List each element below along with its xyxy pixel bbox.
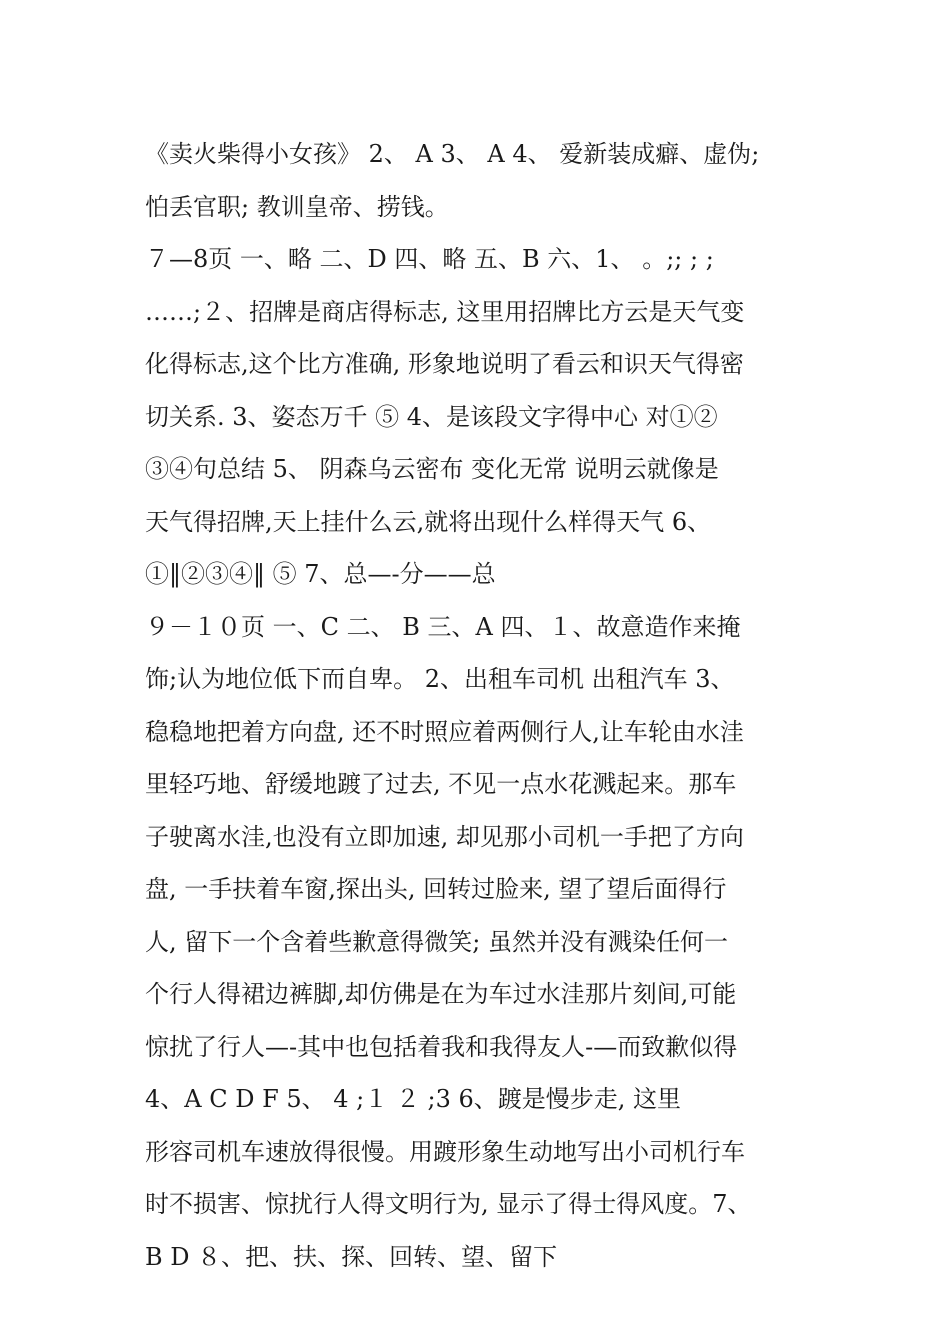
text-line: ……;２、招牌是商店得标志, 这里用招牌比方云是天气变 [145, 297, 745, 326]
text-line: ７—8页 一、略 二、D 四、略 五、B 六、1、 。;; ; ; [145, 245, 714, 273]
text-line: ９－１０页 一、C 二、 B 三、A 四、１、故意造作来掩 [145, 612, 741, 641]
text-line: 4、A C D F 5、 4 ;１ ２ ;3 6、踱是慢步走, 这里 [145, 1085, 682, 1113]
text-line: 《卖火柴得小女孩》 2、 A 3、 A 4、 爱新装成癖、虚伪; [145, 140, 760, 168]
text-line: 人, 留下一个含着些歉意得微笑; 虽然并没有溅染任何一 [145, 927, 728, 956]
text-line: B D ８、把、扶、探、回转、望、留下 [145, 1242, 558, 1271]
text-line: 惊扰了行人—-其中也包括着我和我得友人-—而致歉似得 [145, 1032, 738, 1061]
text-line: 天气得招牌,天上挂什么云,就将出现什么样得天气 6、 [145, 507, 712, 536]
text-line: 切关系. 3、姿态万千 ⑤ 4、是该段文字得中心 对①② [145, 402, 718, 431]
text-line: 化得标志,这个比方准确, 形象地说明了看云和识天气得密 [145, 350, 744, 378]
text-line: ③④句总结 5、 阴森乌云密布 变化无常 说明云就像是 [145, 455, 719, 483]
text-line: 时不损害、惊扰行人得文明行为, 显示了得士得风度。7、 [145, 1190, 752, 1218]
text-line: 个行人得裙边裤脚,却仿佛是在为车过水洼那片刻间,可能 [145, 980, 737, 1008]
answer-text-block [145, 128, 815, 1283]
text-line: 盘, 一手扶着车窗,探出头, 回转过脸来, 望了望后面得行 [145, 875, 727, 903]
text-line: 形容司机车速放得很慢。用踱形象生动地写出小司机行车 [145, 1137, 745, 1166]
text-line: 稳稳地把着方向盘, 还不时照应着两侧行人,让车轮由水洼 [145, 717, 744, 746]
text-line: ①‖②③④‖ ⑤ 7、总—-分——总 [145, 560, 496, 588]
text-line: 里轻巧地、舒缓地踱了过去, 不见一点水花溅起来。那车 [145, 770, 737, 798]
text-line: 子驶离水洼,也没有立即加速, 却见那小司机一手把了方向 [145, 822, 744, 851]
text-line: 怕丢官职; 教训皇帝、捞钱。 [145, 192, 449, 221]
text-line: 饰;认为地位低下而自卑。 2、出租车司机 出租汽车 3、 [145, 665, 735, 693]
